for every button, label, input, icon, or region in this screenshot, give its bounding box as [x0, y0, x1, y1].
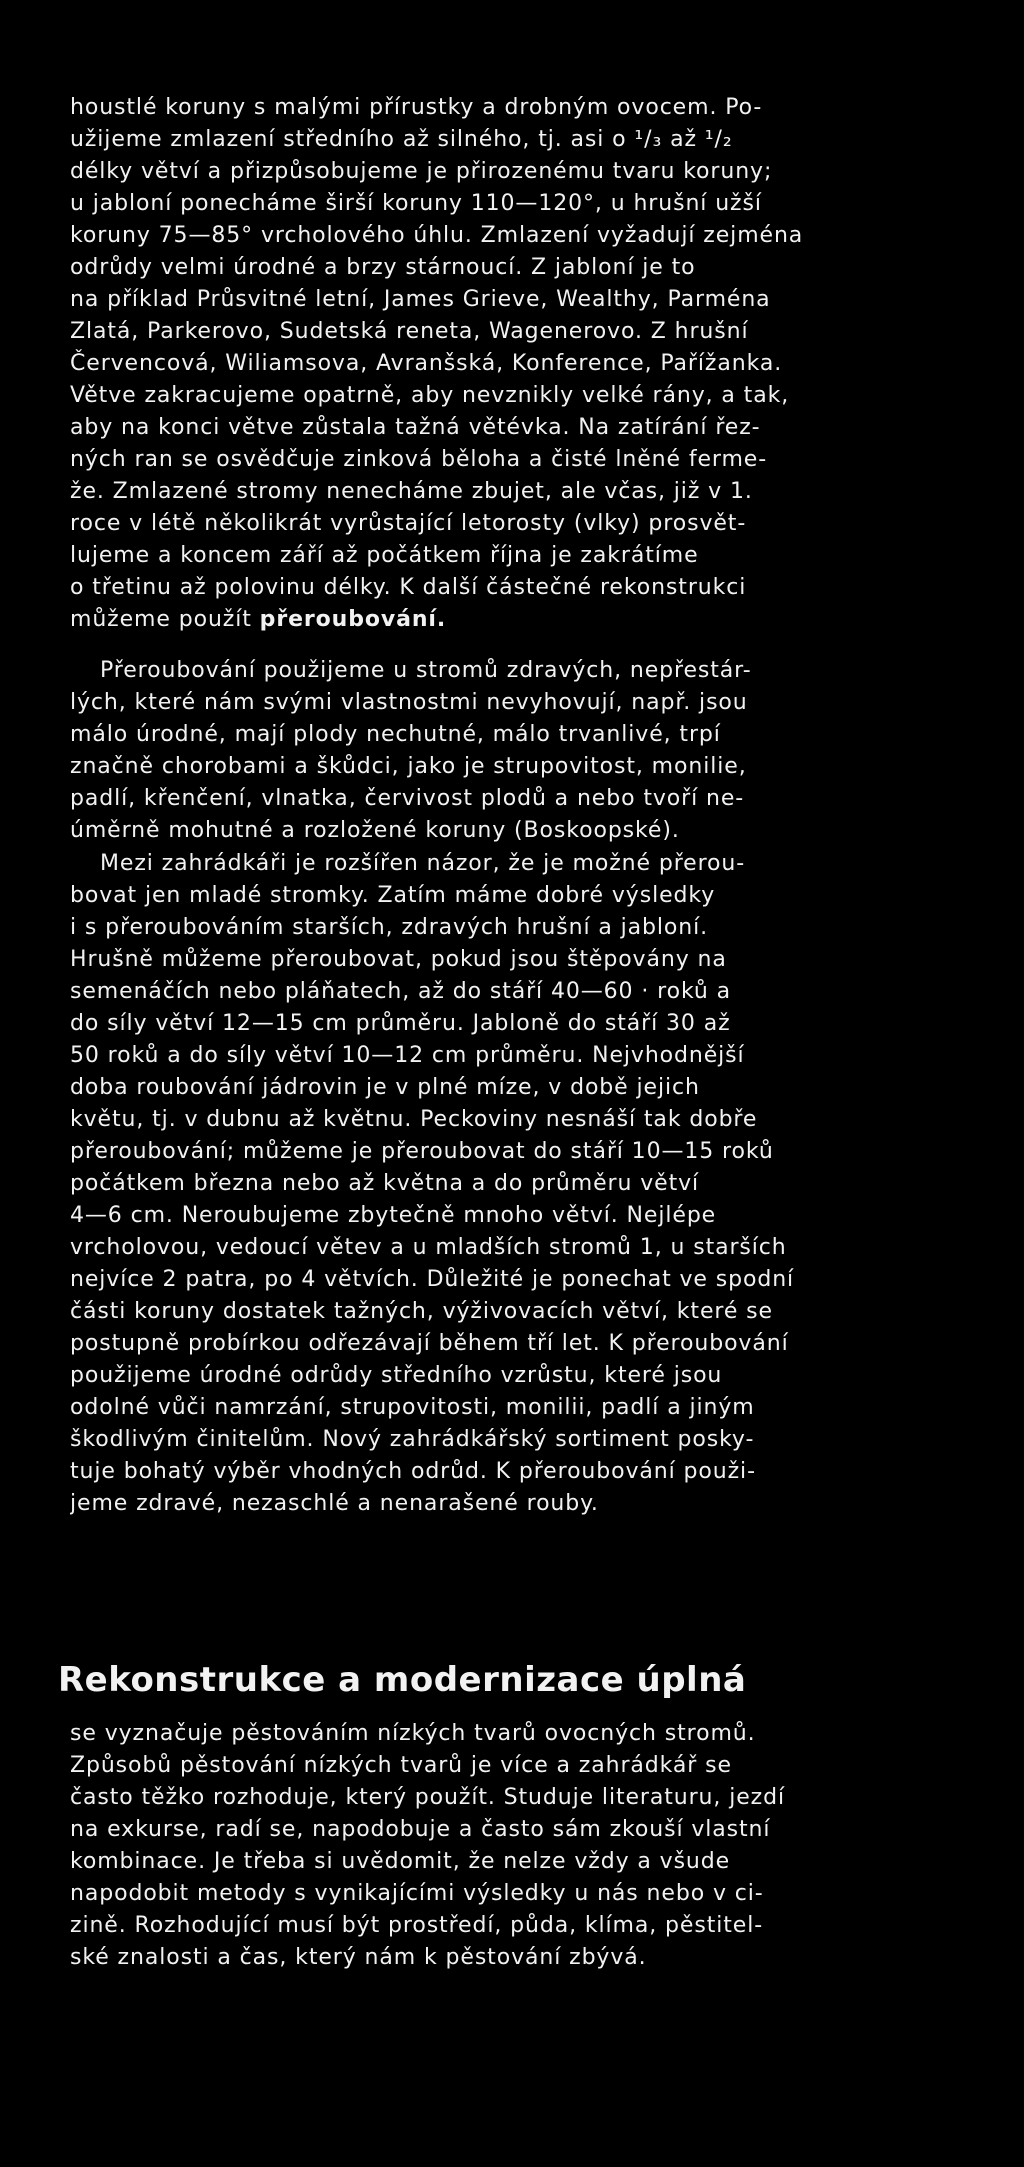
text-line: škodlivým činitelům. Nový zahrádkářský sortiment posky-	[70, 1427, 755, 1452]
text-line: květu, tj. v dubnu až květnu. Peckoviny nesnáší tak dobře	[70, 1107, 758, 1132]
text-line: roce v létě několikrát vyrůstající letorosty (vlky) prosvět-	[70, 511, 747, 536]
text-line: tuje bohatý výběr vhodných odrůd. K přeroubování použi-	[70, 1459, 756, 1484]
text-line: 4—6 cm. Neroubujeme zbytečně mnoho větví. Nejlépe	[70, 1203, 717, 1228]
text-line: málo úrodné, mají plody nechutné, málo trvanlivé, trpí	[70, 722, 721, 747]
text-line: odrůdy velmi úrodné a brzy stárnoucí. Z jabloní je to	[70, 255, 696, 280]
text-run: můžeme použít	[70, 607, 260, 632]
paragraph-rejuvenation	[70, 92, 930, 636]
text-line: přeroubování; můžeme je přeroubovat do stáří 10—15 roků	[70, 1139, 774, 1164]
text-line: aby na konci větve zůstala tažná větévka. Na zatírání řez-	[70, 415, 761, 440]
text-line: užijeme zmlazení středního až silného, tj. asi o ¹/₃ až ¹/₂	[70, 127, 733, 152]
text-line: semenáčích nebo pláňatech, až do stáří 40—60 · roků a	[70, 979, 732, 1004]
text-line: Mezi zahrádkáři je rozšířen názor, že je možné přerou-	[100, 851, 746, 876]
text-line: často těžko rozhoduje, který použít. Studuje literaturu, jezdí	[70, 1785, 785, 1810]
text-line: do síly větví 12—15 cm průměru. Jabloně do stáří 30 až	[70, 1011, 731, 1036]
text-line: se vyznačuje pěstováním nízkých tvarů ovocných stromů.	[70, 1721, 756, 1746]
paragraph-gardeners-opinion	[70, 848, 930, 1520]
text-line: vrcholovou, vedoucí větev a u mladších stromů 1, u starších	[70, 1235, 787, 1260]
bold-term: přeroubování.	[259, 607, 447, 632]
text-line: ské znalosti a čas, který nám k pěstování zbývá.	[70, 1945, 647, 1970]
text-line: na příklad Průsvitné letní, James Grieve, Wealthy, Parména	[70, 287, 771, 312]
text-line: délky větví a přizpůsobujeme je přirozenému tvaru koruny;	[70, 159, 773, 184]
text-line: Červencová, Wiliamsova, Avranšská, Konference, Pařížanka.	[70, 351, 783, 376]
text-line: zině. Rozhodující musí být prostředí, půda, klíma, pěstitel-	[70, 1913, 764, 1938]
text-line: použijeme úrodné odrůdy středního vzrůstu, které jsou	[70, 1363, 723, 1388]
text-line: 50 roků a do síly větví 10—12 cm průměru. Nejvhodnější	[70, 1043, 745, 1068]
text-line: padlí, křenčení, vlnatka, červivost plodů a nebo tvoří ne-	[70, 786, 745, 811]
text-line: koruny 75—85° vrcholového úhlu. Zmlazení vyžadují zejména	[70, 223, 804, 248]
text-line: bovat jen mladé stromky. Zatím máme dobré výsledky	[70, 883, 716, 908]
text-line: Zlatá, Parkerovo, Sudetská reneta, Wagenerovo. Z hrušní	[70, 319, 749, 344]
text-line: Způsobů pěstování nízkých tvarů je více a zahrádkář se	[70, 1753, 732, 1778]
text-line: u jabloní ponecháme širší koruny 110—120°, u hrušní užší	[70, 191, 762, 216]
paragraph-regrafting	[70, 655, 930, 847]
text-line: Přeroubování použijeme u stromů zdravých, nepřestár-	[100, 658, 752, 683]
text-line: i s přeroubováním starších, zdravých hrušní a jabloní.	[70, 915, 709, 940]
text-line: počátkem března nebo až května a do průměru větví	[70, 1171, 700, 1196]
text-line: části koruny dostatek tažných, výživovacích větví, které se	[70, 1299, 773, 1324]
text-line: doba roubování jádrovin je v plné míze, v době jejich	[70, 1075, 700, 1100]
text-line: postupně probírkou odřezávají během tří let. K přeroubování	[70, 1331, 789, 1356]
text-line: nejvíce 2 patra, po 4 větvích. Důležité je ponechat ve spodní	[70, 1267, 795, 1292]
text-line: ných ran se osvědčuje zinková běloha a čisté lněné ferme-	[70, 447, 768, 472]
text-line: Větve zakracujeme opatrně, aby nevznikly velké rány, a tak,	[70, 383, 790, 408]
text-line: houstlé koruny s malými přírustky a drobným ovocem. Po-	[70, 95, 763, 120]
text-line: značně chorobami a škůdci, jako je strupovitost, monilie,	[70, 754, 747, 779]
text-line: že. Zmlazené stromy nenecháme zbujet, ale včas, již v 1.	[70, 479, 753, 504]
section-heading: Rekonstrukce a modernizace úplná	[58, 1660, 747, 1700]
text-line: jeme zdravé, nezaschlé a nenarašené rouby.	[70, 1491, 599, 1516]
text-line: o třetinu až polovinu délky. K další částečné rekonstrukci	[70, 575, 747, 600]
text-line: napodobit metody s vynikajícími výsledky u nás nebo v ci-	[70, 1881, 764, 1906]
text-line: úměrně mohutné a rozložené koruny (Boskoopské).	[70, 818, 680, 843]
text-line: odolné vůči namrzání, strupovitosti, monilii, padlí a jiným	[70, 1395, 755, 1420]
text-line: lých, které nám svými vlastnostmi nevyhovují, např. jsou	[70, 690, 748, 715]
text-line-last	[70, 604, 930, 636]
text-line: kombinace. Je třeba si uvědomit, že nelze vždy a všude	[70, 1849, 731, 1874]
text-line: Hrušně můžeme přeroubovat, pokud jsou štěpovány na	[70, 947, 727, 972]
text-line: na exkurse, radí se, napodobuje a často sám zkouší vlastní	[70, 1817, 771, 1842]
paragraph-modernization	[70, 1718, 930, 1974]
text-line: lujeme a koncem září až počátkem října je zakrátíme	[70, 543, 699, 568]
